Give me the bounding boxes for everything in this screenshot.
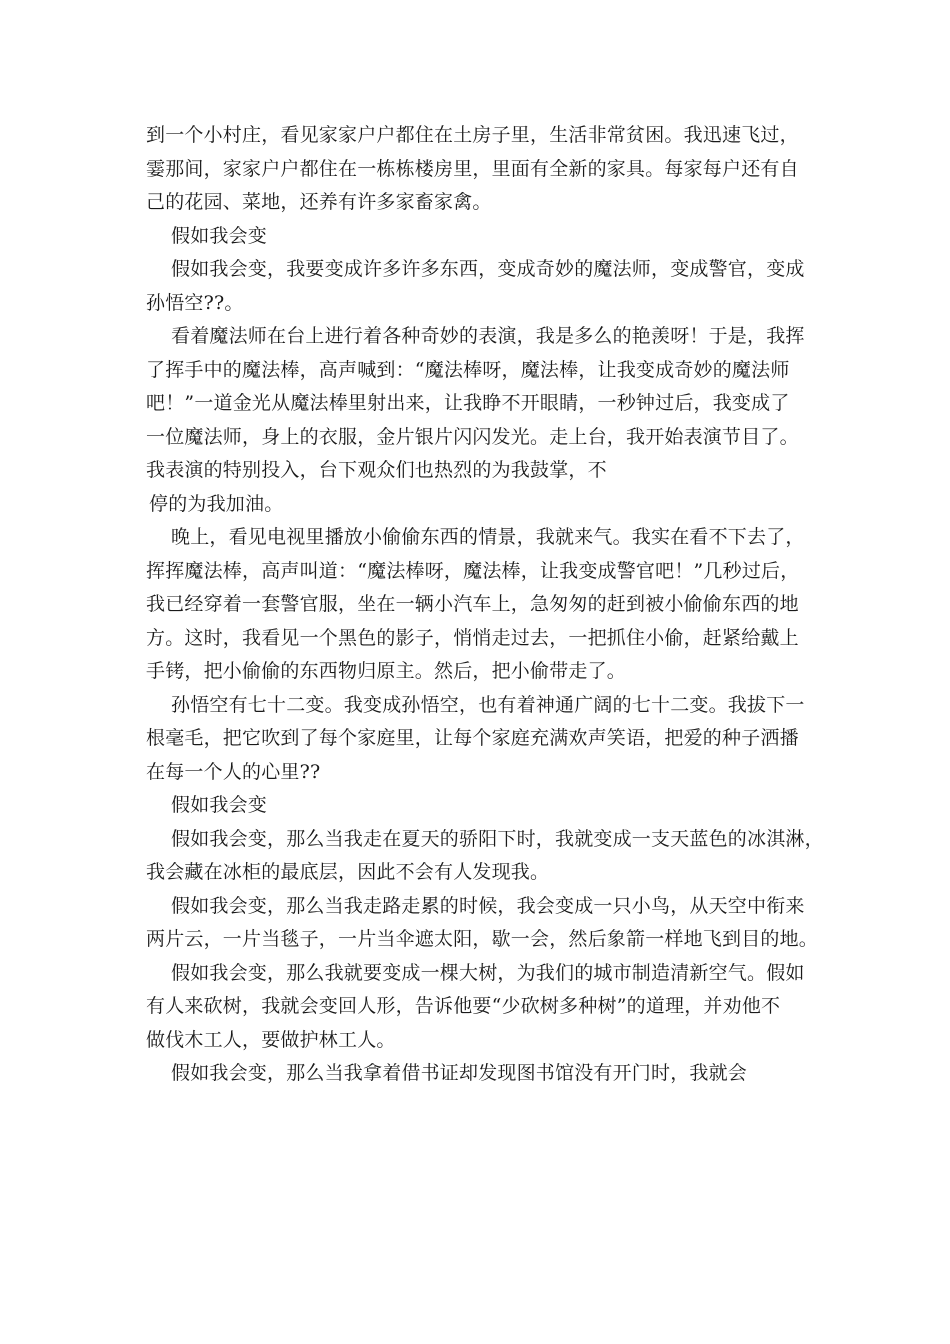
- text-line: 我已经穿着一套警官服，坐在一辆小汽车上，急匆匆的赶到被小偷偷东西的地: [146, 593, 799, 615]
- text-line: 看着魔法师在台上进行着各种奇妙的表演，我是多么的艳羡呀！于是，我挥: [171, 325, 805, 347]
- text-line: 做伐木工人，要做护林工人。: [146, 1028, 396, 1051]
- text-line: 吧！”一道金光从魔法棒里射出来，让我睁不开眼睛，一秒钟过后，我变成了: [146, 392, 790, 414]
- text-line: 己的花园、菜地，还养有许多家畜家禽。: [146, 191, 492, 213]
- text-line: 手铐，把小偷偷的东西物归原主。然后，把小偷带走了。: [146, 660, 627, 682]
- text-line: 假如我会变，我要变成许多许多东西，变成奇妙的魔法师，变成警官，变成: [171, 258, 805, 280]
- text-line: 假如我会变，那么当我拿着借书证却发现图书馆没有开门时，我就会: [171, 1062, 748, 1084]
- text-line: 在每一个人的心里??: [146, 760, 321, 783]
- text-line: 晚上，看见电视里播放小偷偷东西的情景，我就来气。我实在看不下去了，: [171, 526, 805, 548]
- text-line: 到一个小村庄，看见家家户户都住在土房子里，生活非常贫困。我迅速飞过，: [146, 124, 799, 146]
- text-line: 孙悟空??。: [146, 291, 244, 314]
- text-line: 挥挥魔法棒，高声叫道：“魔法棒呀，魔法棒，让我变成警官吧！”几秒过后，: [146, 559, 800, 582]
- text-line: 方。这时，我看见一个黑色的影子，悄悄走过去，一把抓住小偷，赶紧给戴上: [146, 626, 799, 649]
- section-heading: 假如我会变: [171, 794, 268, 816]
- text-line: 停的为我加油。: [149, 492, 284, 515]
- text-line: 假如我会变，那么当我走路走累的时候，我会变成一只小鸟，从天空中衔来: [171, 894, 805, 917]
- text-line: 假如我会变，那么当我走在夏天的骄阳下时，我就变成一支天蓝色的冰淇淋，: [171, 827, 824, 850]
- text-line: 一位魔法师，身上的衣服，金片银片闪闪发光。走上台，我开始表演节目了。: [146, 425, 799, 448]
- text-line: 了挥手中的魔法棒，高声喊到：“魔法棒呀，魔法棒，让我变成奇妙的魔法师: [146, 358, 790, 381]
- text-line: 假如我会变，那么我就要变成一棵大树，为我们的城市制造清新空气。假如: [171, 961, 805, 984]
- text-line: 孙悟空有七十二变。我变成孙悟空，也有着神通广阔的七十二变。我拔下一: [171, 693, 805, 716]
- text-line: 我会藏在冰柜的最底层，因此不会有人发现我。: [146, 861, 550, 883]
- text-line: 两片云，一片当毯子，一片当伞遮太阳，歇一会，然后象箭一样地飞到目的地。: [146, 928, 819, 950]
- text-line: 我表演的特别投入，台下观众们也热烈的为我鼓掌，不: [146, 459, 607, 481]
- text-line: 霎那间，家家户户都住在一栋栋楼房里，里面有全新的家具。每家每户还有自: [146, 157, 799, 180]
- section-heading: 假如我会变: [171, 224, 268, 247]
- document-body: [146, 119, 824, 1091]
- text-line: 有人来砍树，我就会变回人形，告诉他要“少砍树多种树”的道理，并劝他不: [146, 995, 781, 1017]
- text-line: 根毫毛，把它吹到了每个家庭里，让每个家庭充满欢声笑语，把爱的种子洒播: [146, 727, 799, 749]
